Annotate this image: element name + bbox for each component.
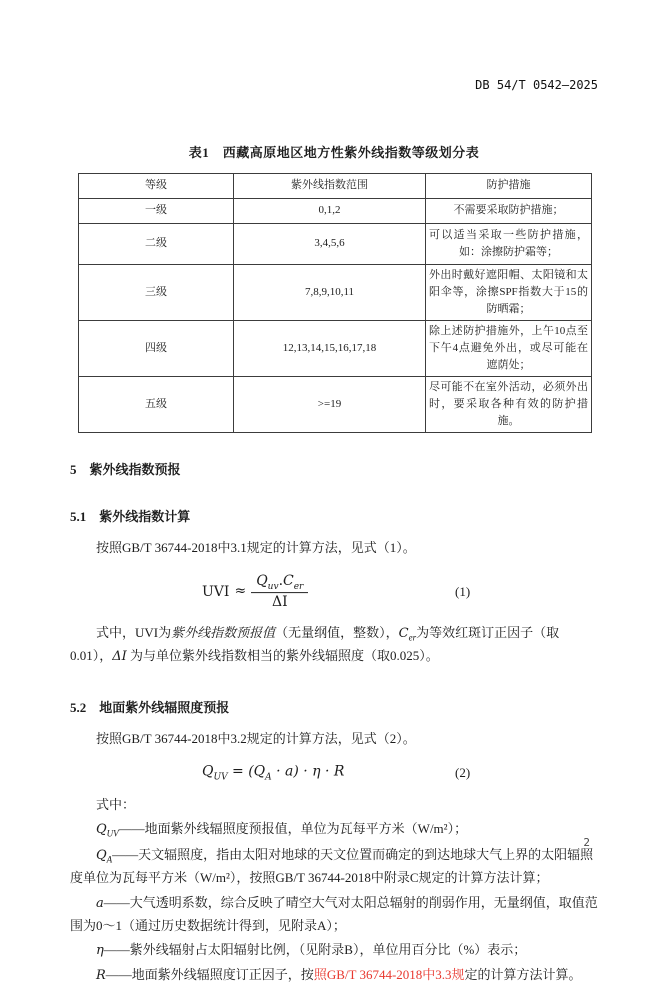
table-row	[79, 321, 592, 377]
table-title: 表1 西藏高原地区地方性紫外线指数等级划分表	[188, 145, 480, 160]
definition-r: R——地面紫外线辐照度订正因子，按照GB/T 36744-2018中3.3规定的计算方法计算。	[96, 966, 582, 983]
where-label: 式中：	[96, 796, 136, 812]
table-header-row	[79, 174, 592, 199]
definition-a: a——大气透明系数，综合反映了晴空大气对太阳总辐射的削弱作用，无量纲值，取值范围为0～1（通过历史数据统计得到，见附录A）；	[70, 894, 598, 933]
cell-level: 一级	[79, 199, 234, 224]
formula-1	[70, 568, 598, 616]
cell-range: 12,13,14,15,16,17,18	[234, 321, 426, 377]
definition-quv: $Q_{UV}——$地面紫外线辐照度预报值，单位为瓦每平方米（W/m²）；	[96, 820, 468, 839]
cell-level: 二级	[79, 224, 234, 265]
formula-1-body: UVI ≈ $\frac{Q_{uv}.C_{er}}{\Delta I}$	[202, 573, 308, 611]
red-highlighted-reference: 照GB/T 36744-2018中3.3规	[313, 966, 465, 982]
cell-range: 7,8,9,10,11	[234, 265, 426, 321]
table-row	[79, 265, 592, 321]
section-5-heading: 5 紫外线指数预报	[70, 462, 181, 478]
cell-measure: 除上述防护措施外，上午10点至下午4点避免外出，或尽可能在遮荫处；	[426, 321, 592, 377]
formula-2	[70, 758, 598, 788]
section-5-2-heading: 5.2 地面紫外线辐照度预报	[70, 699, 230, 715]
uv-index-table	[78, 173, 592, 433]
column-header-range: 紫外线指数范围	[234, 174, 426, 199]
column-header-level: 等级	[79, 174, 234, 199]
doc-number: DB 54/T 0542—2025	[475, 78, 598, 92]
cell-level: 五级	[79, 377, 234, 433]
section-5-2-intro: 按照GB/T 36744-2018中3.2规定的计算方法，见式（2）。	[96, 730, 416, 746]
cell-measure: 不需要采取防护措施；	[426, 199, 592, 224]
formula-1-explanation: 式中，UVI为紫外线指数预报值（无量纲值，整数），$C_{er}$为等效红斑订正因子（取0.01），ΔI 为与单位紫外线指数相当的紫外线辐照度（取0.025）。	[70, 624, 560, 665]
formula-2-body: $Q_{UV} = (Q_A \cdot a) \cdot \eta \cdot R$	[202, 763, 345, 782]
section-5-1-heading: 5.1 紫外线指数计算	[70, 509, 191, 525]
equation-number: (1)	[455, 583, 471, 599]
cell-measure: 外出时戴好遮阳帽、太阳镜和太阳伞等，涂擦SPF指数大于15的防晒霜；	[426, 265, 592, 321]
page-content	[70, 142, 598, 987]
equation-number: (2)	[455, 764, 471, 780]
table-row	[79, 224, 592, 265]
cell-level: 三级	[79, 265, 234, 321]
cell-level: 四级	[79, 321, 234, 377]
table-row	[79, 377, 592, 433]
section-5-1-intro: 按照GB/T 36744-2018中3.1规定的计算方法，见式（1）。	[96, 540, 416, 556]
cell-range: 0,1,2	[234, 199, 426, 224]
fraction: $\frac{Q_{uv}.C_{er}}{\Delta I}$	[251, 573, 308, 611]
cell-range: 3,4,5,6	[234, 224, 426, 265]
definition-eta: η——紫外线辐射占太阳辐射比例，（见附录B），单位用百分比（%）表示；	[96, 941, 527, 958]
page-number: 2	[583, 836, 590, 849]
cell-measure: 尽可能不在室外活动，必须外出时，要采取各种有效的防护措施。	[426, 377, 592, 433]
cell-range: >=19	[234, 377, 426, 433]
table-row	[79, 199, 592, 224]
cell-measure: 可以适当采取一些防护措施，如：涂擦防护霜等；	[426, 224, 592, 265]
definition-qa: $Q_A——$天文辐照度，指由太阳对地球的天文位置而确定的到达地球大气上界的太阳辐照度单位为瓦每平方米（W/m²），按照GB/T 36744-2018中附录C规定的计算方法计算；	[70, 846, 594, 886]
column-header-measure: 防护措施	[426, 174, 592, 199]
